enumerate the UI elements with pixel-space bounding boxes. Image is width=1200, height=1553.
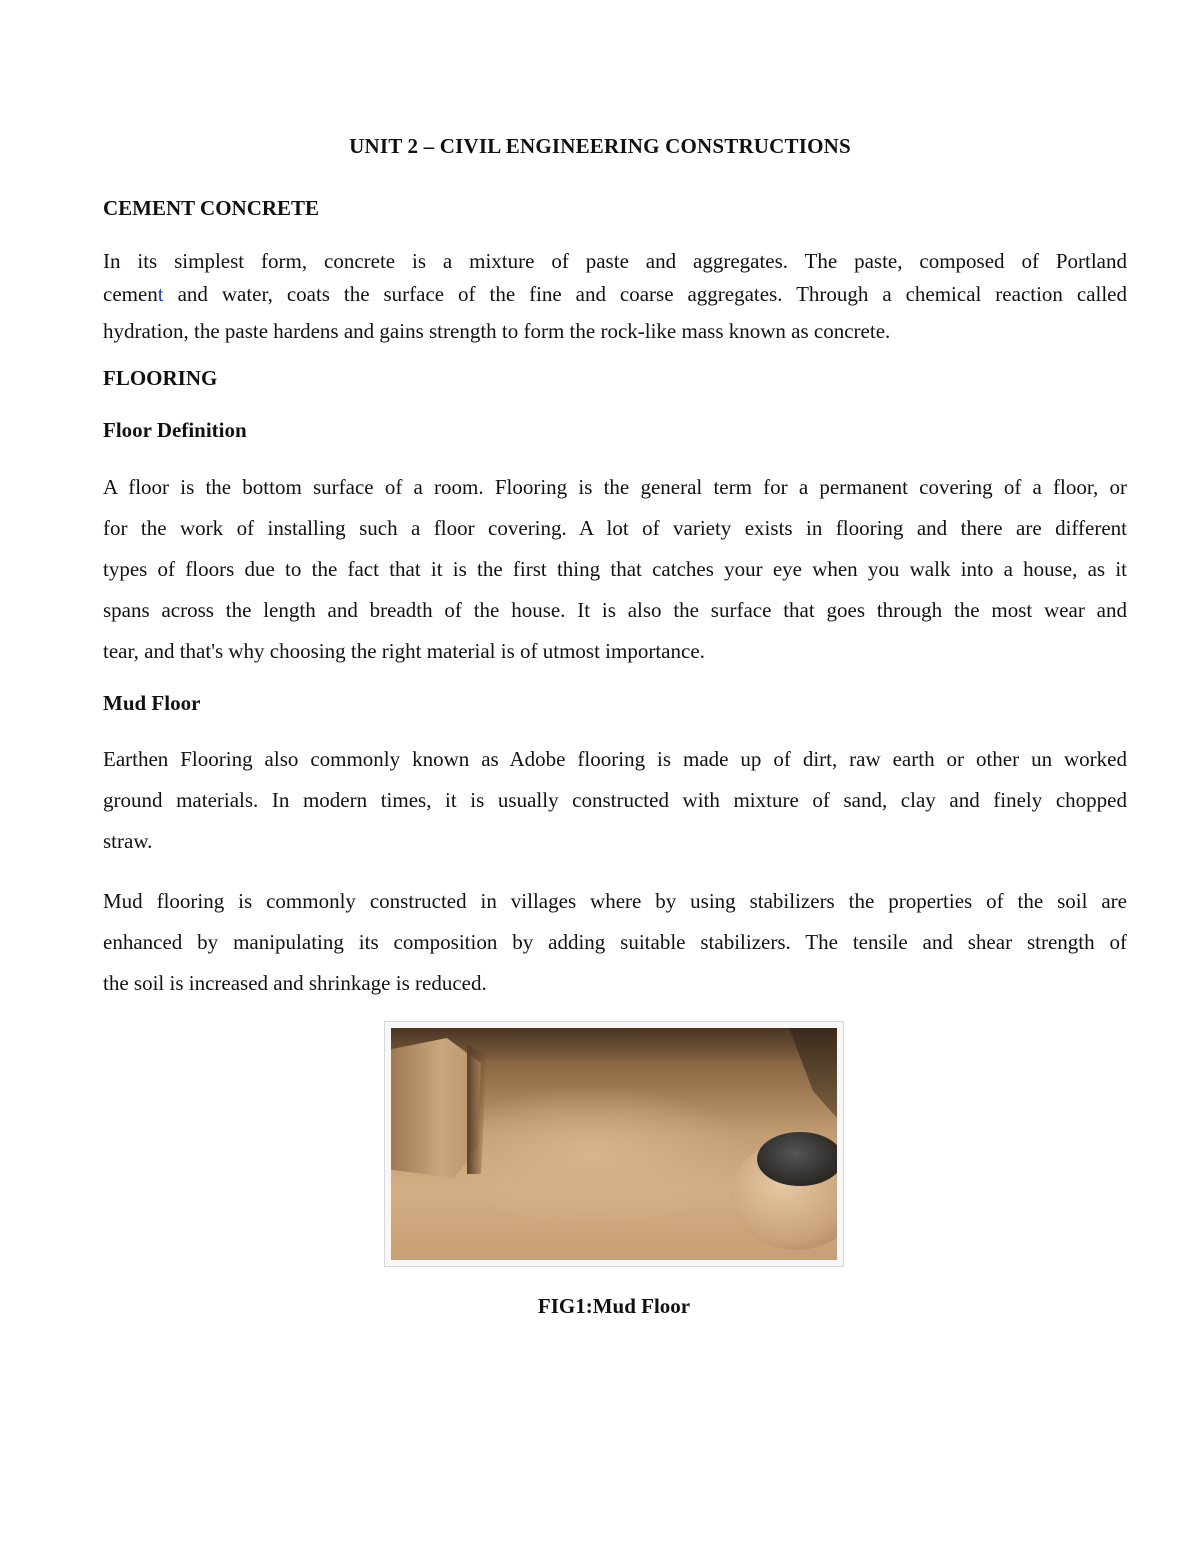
photo-block-shadow <box>467 1044 487 1174</box>
cement-concrete-paragraph <box>103 245 1127 348</box>
mud-floor-para2-line-2: enhanced by manipulating its composition by adding suitable stabilizers. The tensile and shear strength of <box>103 930 1127 954</box>
photo-pot <box>757 1132 837 1186</box>
mud-floor-paragraph-1 <box>103 739 1127 862</box>
floor-definition-line-5: tear, and that's why choosing the right material is of utmost importance. <box>103 639 705 663</box>
floor-definition-line-2: for the work of installing such a floor covering. A lot of variety exists in flooring and there are different <box>103 516 1127 540</box>
floor-definition-line-4: spans across the length and breadth of the house. It is also the surface that goes through the most wear and <box>103 598 1127 622</box>
mud-floor-para1-line-2: ground materials. In modern times, it is usually constructed with mixture of sand, clay and finely chopped <box>103 788 1127 812</box>
cement-concrete-line-3: hydration, the paste hardens and gains strength to form the rock-like mass known as concrete. <box>103 319 891 343</box>
mud-floor-heading: Mud Floor <box>103 691 201 715</box>
cement-word-highlight: t <box>157 282 164 306</box>
mud-floor-paragraph-2 <box>103 881 1127 1004</box>
mud-floor-figure <box>384 1021 844 1267</box>
floor-definition-paragraph <box>103 467 1127 672</box>
cement-concrete-line-2 <box>103 278 1127 311</box>
floor-definition-line-3: types of floors due to the fact that it is the first thing that catches your eye when you walk into a house, as it <box>103 557 1127 581</box>
mud-floor-para2-line-3: the soil is increased and shrinkage is reduced. <box>103 971 487 995</box>
document-title: UNIT 2 – CIVIL ENGINEERING CONSTRUCTIONS <box>349 134 851 158</box>
figure-caption: FIG1:Mud Floor <box>537 1294 691 1318</box>
mud-floor-para1-line-3: straw. <box>103 829 153 853</box>
mud-floor-para1-line-1: Earthen Flooring also commonly known as Adobe flooring is made up of dirt, raw earth or other un worked <box>103 747 1127 771</box>
floor-definition-line-1: A floor is the bottom surface of a room. Flooring is the general term for a permanent covering of a floor, or <box>103 475 1127 499</box>
cement-concrete-line-2-rest: and water, coats the surface of the fine and coarse aggregates. Through a chemical reaction called <box>163 282 1127 306</box>
mud-floor-photo <box>391 1028 837 1260</box>
floor-definition-heading: Floor Definition <box>103 418 247 442</box>
cement-concrete-line-1: In its simplest form, concrete is a mixture of paste and aggregates. The paste, composed of Portland <box>103 249 1127 273</box>
cement-word-start: cemen <box>103 282 158 306</box>
flooring-heading: FLOORING <box>103 366 218 390</box>
cement-concrete-heading: CEMENT CONCRETE <box>103 196 320 220</box>
mud-floor-para2-line-1: Mud flooring is commonly constructed in villages where by using stabilizers the properties of the soil are <box>103 889 1127 913</box>
